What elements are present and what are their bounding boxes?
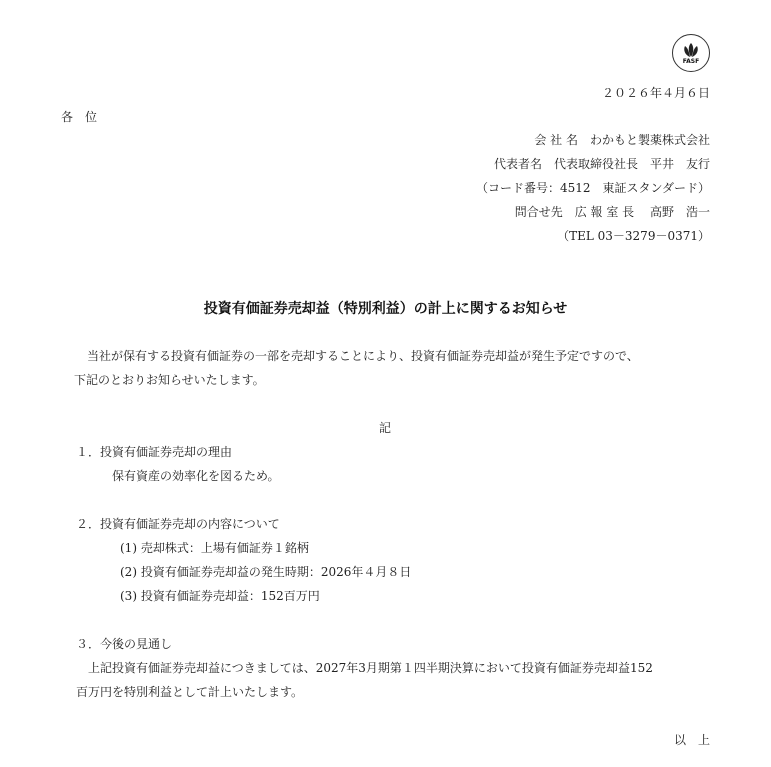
- representative: 代表者名 代表取締役社長 平井 友行: [493, 157, 710, 171]
- intro-line-2: 下記のとおりお知らせいたします。: [74, 373, 265, 387]
- section-2-item-3: (3) 投資有価証券売却益：152百万円: [120, 589, 320, 603]
- closing-mark: 以 上: [673, 733, 710, 747]
- ki-marker: 記: [379, 421, 392, 435]
- section-2-heading: ２．投資有価証券売却の内容について: [76, 517, 280, 531]
- document-title: 投資有価証券売却益（特別利益）の計上に関するお知らせ: [203, 301, 568, 317]
- stock-code: （コード番号：4512 東証スタンダード）: [475, 181, 710, 195]
- addressee: 各 位: [61, 110, 98, 124]
- section-1-body: 保有資産の効率化を図るため。: [112, 469, 280, 483]
- release-date: ２０２６年４月６日: [601, 86, 710, 100]
- section-3-body-line-1: 上記投資有価証券売却益につきましては、2027年3月期第１四半期決算において投資有価証券売却益152: [88, 661, 653, 675]
- intro-line-1: 当社が保有する投資有価証券の一部を売却することにより、投資有価証券売却益が発生予定ですので、: [87, 349, 639, 363]
- fasf-logo: [672, 34, 710, 72]
- wheat-icon: [681, 42, 701, 58]
- section-1-heading: １．投資有価証券売却の理由: [76, 445, 233, 459]
- contact-tel: （TEL 03－3279－0371）: [557, 229, 710, 243]
- section-3-heading: ３．今後の見通し: [76, 637, 173, 651]
- contact-person: 問合せ先 広 報 室 長 高野 浩一: [514, 205, 710, 219]
- company-name: 会 社 名 わかもと製薬株式会社: [534, 133, 710, 147]
- section-2-item-1: (1) 売却株式：上場有価証券１銘柄: [120, 541, 309, 555]
- section-3-body-line-2: 百万円を特別利益として計上いたします。: [76, 685, 304, 699]
- logo-text: FASF: [682, 57, 700, 65]
- section-2-item-2: (2) 投資有価証券売却益の発生時期：2026年４月８日: [120, 565, 412, 579]
